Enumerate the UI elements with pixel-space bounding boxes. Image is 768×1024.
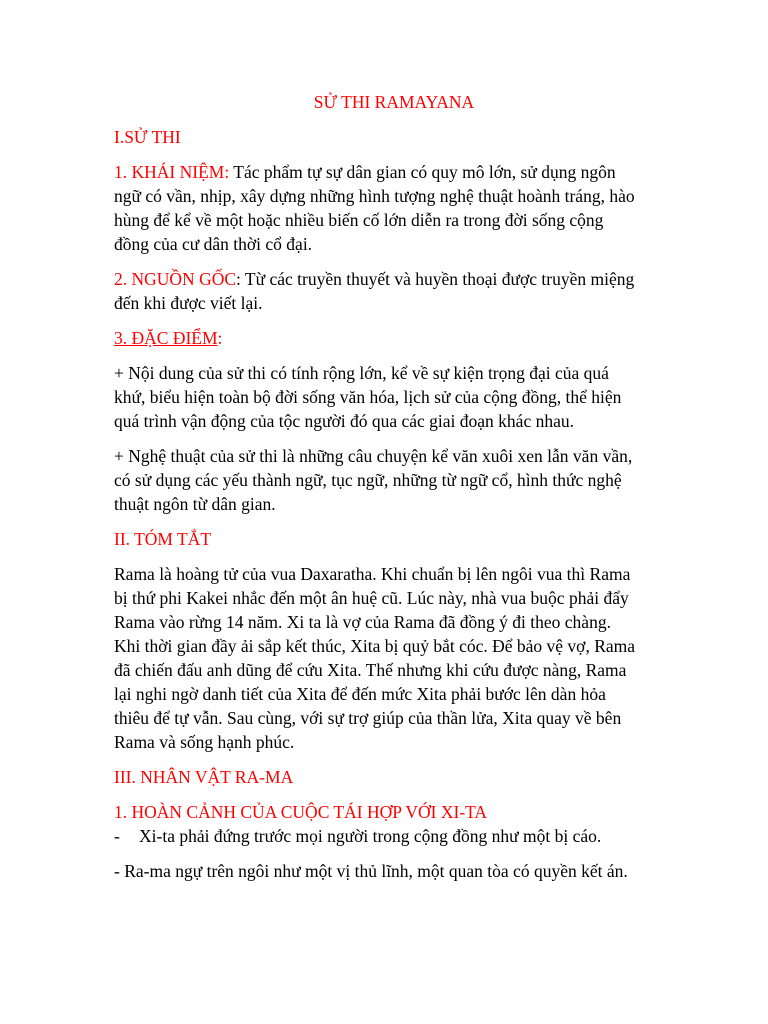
feature-line: + Nội dung của sử thi có tính rộng lớn, kể về sự kiện trọng đại của quá — [114, 363, 609, 383]
concept-text: Tác phẩm tự sự dân gian có quy mô lớn, sử dụng ngôn — [229, 162, 616, 182]
concept-line: ngữ có vần, nhịp, xây dựng những hình tượng nghệ thuật hoành tráng, hào — [114, 186, 635, 206]
section-heading-summary: II. TÓM TẮT — [114, 529, 212, 549]
summary-line: bị thứ phi Kakei nhắc đến một ân huệ cũ. Lúc này, nhà vua buộc phải đẩy — [114, 588, 629, 608]
feature-line: thuật ngôn từ dân gian. — [114, 494, 276, 514]
summary-line: thiêu để tự vẫn. Sau cùng, với sự trợ giúp của thần lửa, Xita quay về bên — [114, 708, 622, 728]
bullet-item: - Ra-ma ngự trên ngôi như một vị thủ lĩnh, một quan tòa có quyền kết án. — [114, 861, 628, 881]
concept-line: đồng của cư dân thời cổ đại. — [114, 234, 313, 254]
origin-paragraph — [114, 267, 674, 315]
summary-paragraph — [114, 562, 674, 754]
feature-content-paragraph — [114, 361, 674, 433]
summary-line: Rama vào rừng 14 năm. Xi ta là vợ của Rama đã đồng ý đi theo chàng. — [114, 612, 611, 632]
bullet-text: Xi-ta phải đứng trước mọi người trong cộng đồng như một bị cáo. — [139, 826, 602, 846]
features-heading — [114, 326, 674, 350]
section-heading-epic: I.SỬ THI — [114, 127, 181, 147]
summary-line: lại nghi ngờ danh tiết của Xita để đến mức Xita phải bước lên dàn hỏa — [114, 684, 606, 704]
origin-label: 2. NGUỒN GỐC — [114, 269, 237, 289]
feature-line: quá trình vận động của tộc người đó qua các giai đoạn khác nhau. — [114, 411, 574, 431]
concept-label: 1. KHÁI NIỆM: — [114, 162, 230, 182]
concept-line: hùng để kể về một hoặc nhiều biến cố lớn diễn ra trong đời sống cộng — [114, 210, 604, 230]
summary-line: Khi thời gian đầy ải sắp kết thúc, Xita bị quỷ bắt cóc. Để bảo vệ vợ, Rama — [114, 636, 636, 656]
summary-line: Rama và sống hạnh phúc. — [114, 732, 295, 752]
feature-art-paragraph — [114, 444, 674, 516]
feature-line: khứ, biểu hiện toàn bộ đời sống văn hóa, lịch sử của cộng đồng, thể hiện — [114, 387, 622, 407]
feature-line: + Nghệ thuật của sử thi là những câu chuyện kể văn xuôi xen lẫn văn vần, — [114, 446, 633, 466]
bullet-item — [114, 824, 674, 848]
section-heading-character: III. NHÂN VẬT RA-MA — [114, 767, 294, 787]
origin-text: : Từ các truyền thuyết và huyền thoại được truyền miệng — [236, 269, 635, 289]
features-label: 3. ĐẶC ĐIỂM — [114, 328, 218, 348]
concept-paragraph — [114, 160, 674, 256]
origin-line: đến khi được viết lại. — [114, 293, 263, 313]
document-page — [114, 90, 674, 894]
subsection-heading-reunion: 1. HOÀN CẢNH CỦA CUỘC TÁI HỢP VỚI XI-TA — [114, 802, 488, 822]
document-title: SỬ THI RAMAYANA — [313, 92, 475, 112]
summary-line: Rama là hoàng tử của vua Daxaratha. Khi chuẩn bị lên ngôi vua thì Rama — [114, 564, 631, 584]
summary-line: đã chiến đấu anh dũng để cứu Xita. Thế nhưng khi cứu được nàng, Rama — [114, 660, 627, 680]
feature-line: có sử dụng các yếu thành ngữ, tục ngữ, những từ ngữ cổ, hình thức nghệ — [114, 470, 622, 490]
origin-line — [114, 267, 674, 291]
features-colon: : — [217, 328, 223, 348]
bullet-dash: - — [114, 826, 120, 846]
concept-line — [114, 160, 674, 184]
